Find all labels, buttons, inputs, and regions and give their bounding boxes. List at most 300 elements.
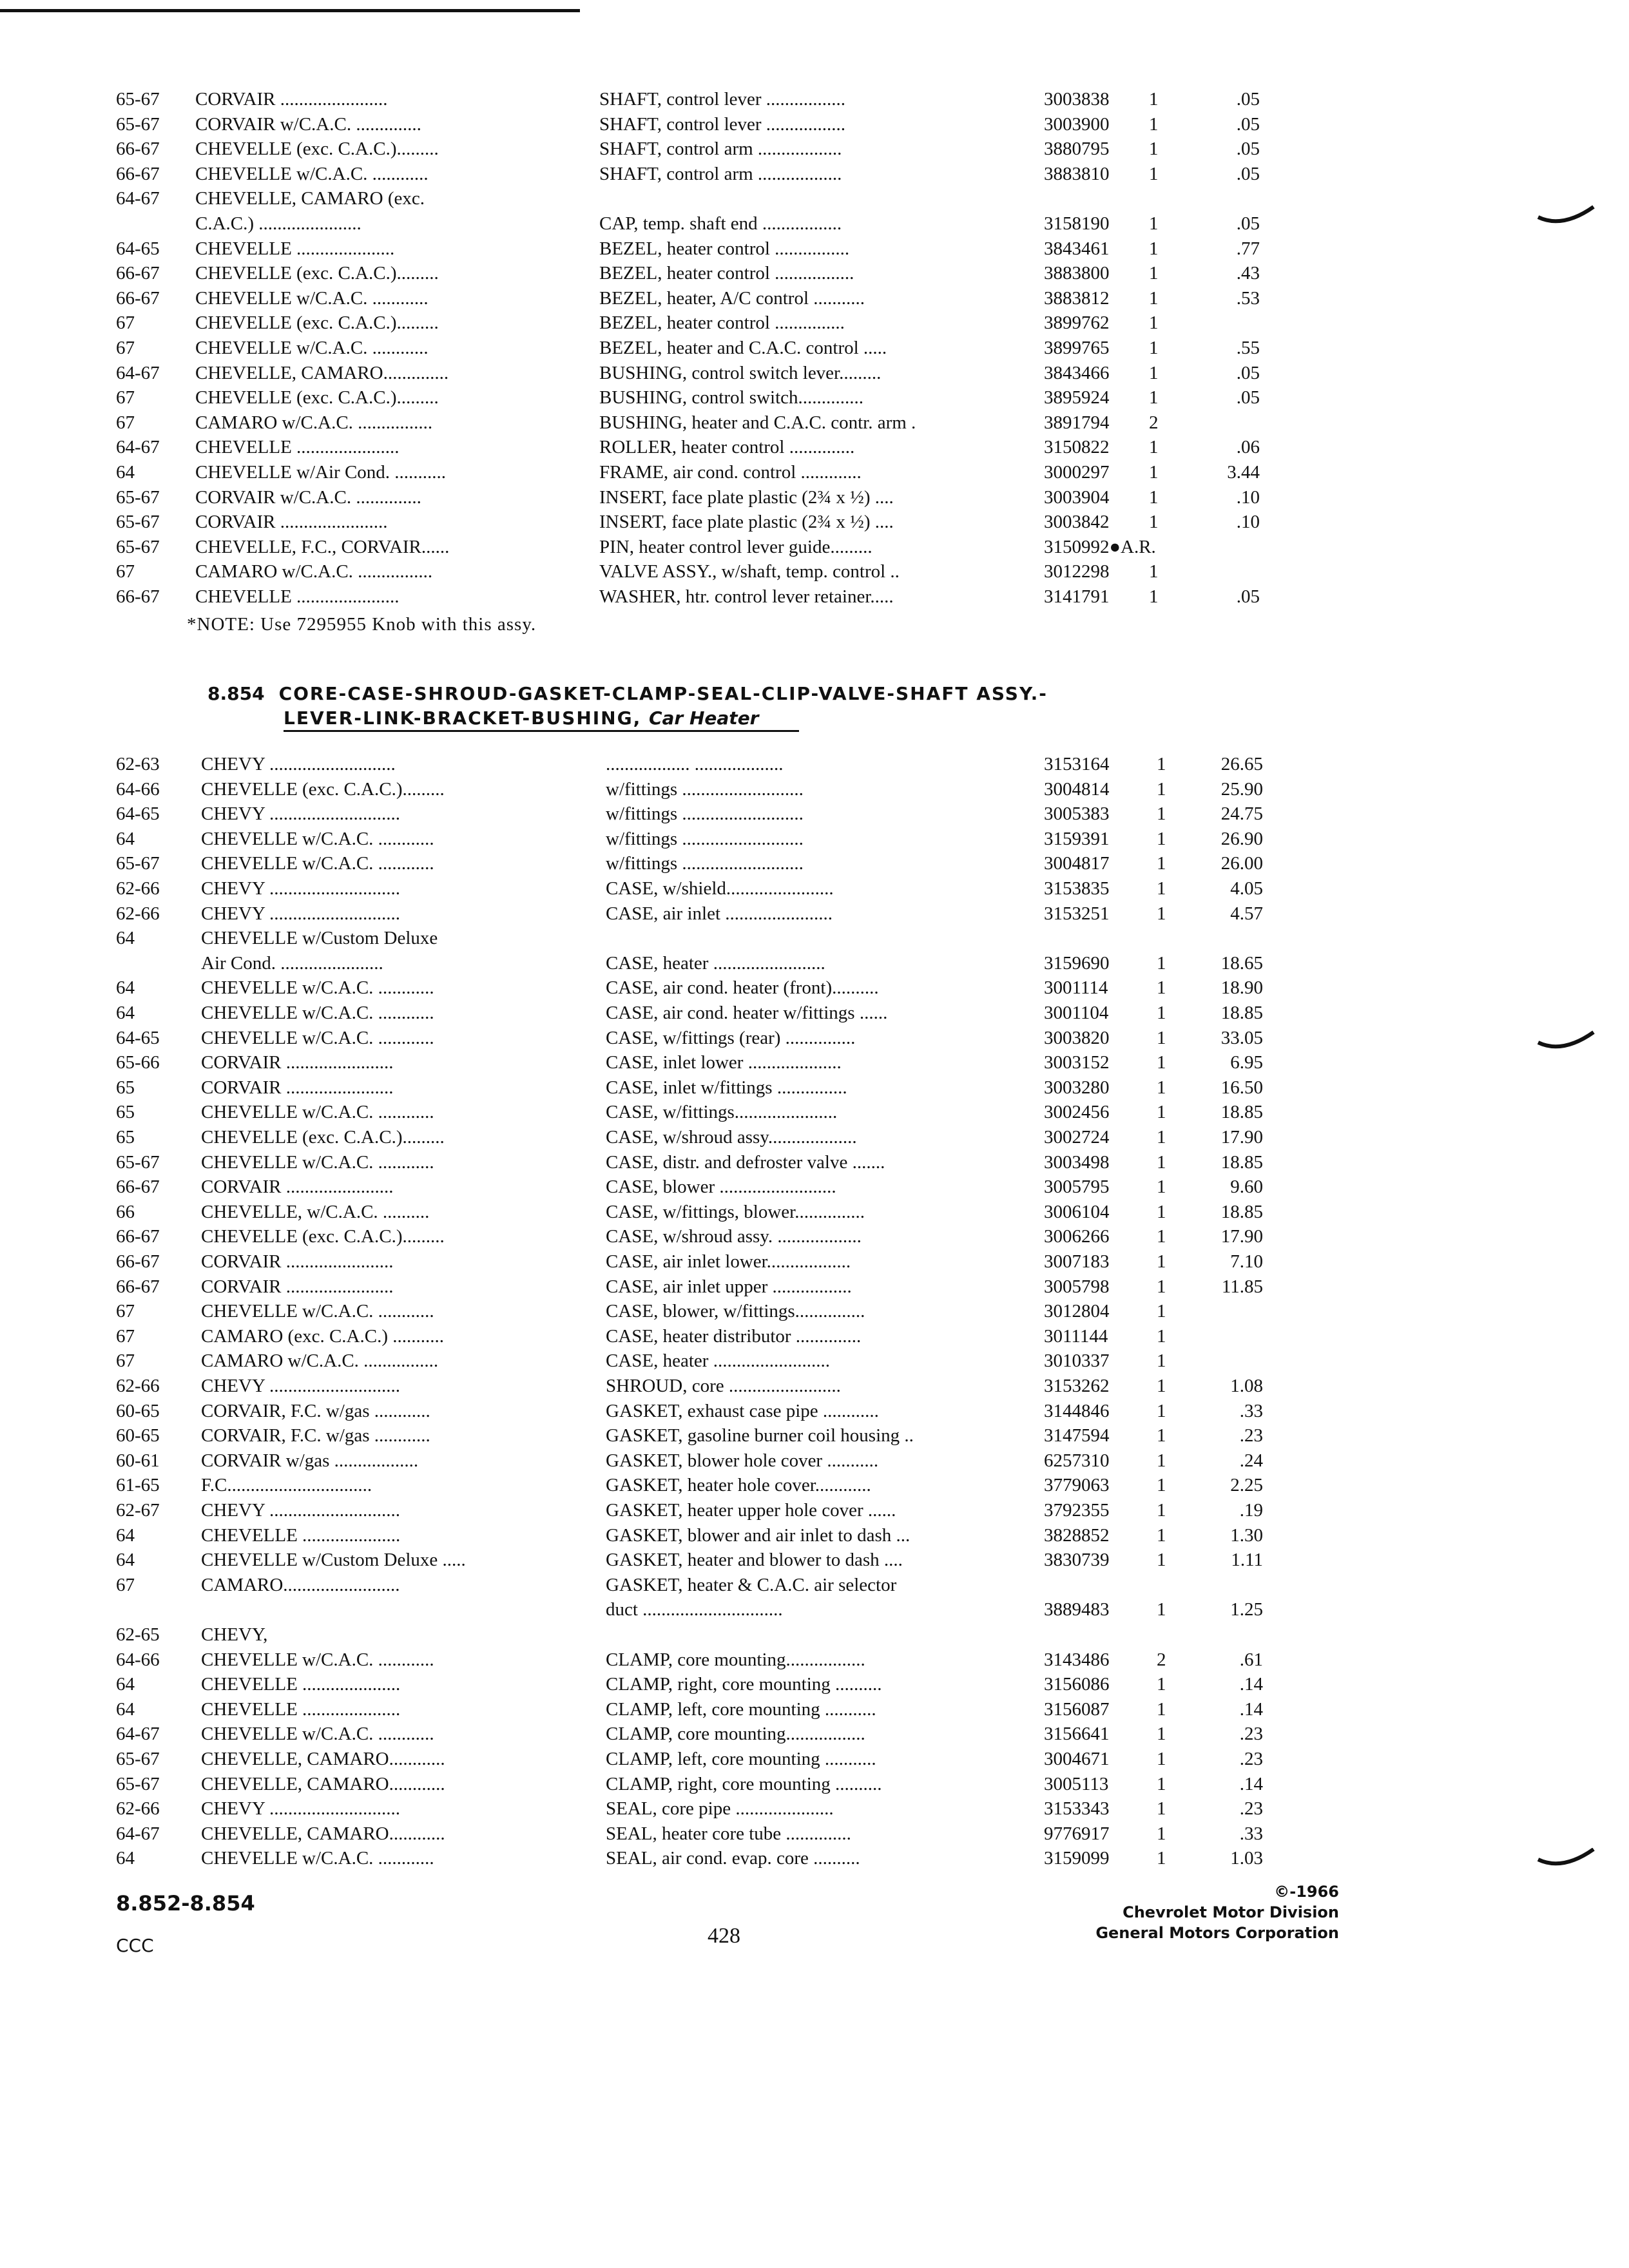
model-name: CHEVELLE w/C.A.C. ............	[201, 853, 434, 874]
quantity: 1	[1157, 1127, 1166, 1148]
part-number: 3895924	[1044, 387, 1110, 408]
part-description: SEAL, air cond. evap. core ..........	[606, 1848, 860, 1869]
model-year: 66-67	[116, 1226, 160, 1247]
part-number: 3830739	[1044, 1550, 1110, 1571]
part-description: ROLLER, heater control ..............	[599, 437, 855, 458]
part-description: INSERT, face plate plastic (2¾ x ½) ....	[599, 486, 894, 508]
model-name: CHEVELLE .....................	[201, 1524, 401, 1546]
model-name: CAMARO (exc. C.A.C.) ...........	[201, 1325, 444, 1347]
part-number: 3005383	[1044, 803, 1110, 825]
table-row	[0, 1473, 1629, 1497]
quantity: 1	[1157, 952, 1166, 974]
model-name: CHEVELLE, CAMARO............	[201, 1823, 445, 1844]
model-year: 64-67	[116, 188, 160, 209]
part-description: BUSHING, control switch..............	[599, 387, 864, 408]
quantity: 1	[1157, 977, 1166, 999]
model-name: CHEVELLE .....................	[195, 238, 395, 259]
table-row	[0, 1249, 1629, 1274]
price: .10	[1236, 512, 1260, 533]
model-year: 67	[116, 1350, 135, 1372]
part-number: 3883810	[1044, 163, 1110, 184]
price: .24	[1239, 1450, 1263, 1471]
model-name: CHEVELLE .....................	[201, 1698, 401, 1720]
part-description: CASE, w/shroud assy. ..................	[606, 1226, 862, 1247]
part-description: CLAMP, left, core mounting ...........	[606, 1749, 876, 1769]
table-row	[0, 975, 1629, 1000]
table-row	[0, 901, 1629, 926]
model-name: CHEVY ............................	[201, 1500, 401, 1521]
price: .23	[1239, 1798, 1263, 1820]
model-year: 64	[116, 977, 135, 999]
table-row	[0, 1399, 1629, 1423]
quantity: 1	[1157, 1276, 1166, 1297]
model-name: CHEVY ............................	[201, 1798, 401, 1820]
quantity: 1	[1149, 213, 1159, 234]
model-year: 66-67	[116, 586, 160, 607]
model-name: CHEVELLE w/C.A.C. ............	[201, 1301, 434, 1322]
price: .05	[1236, 362, 1260, 383]
quantity: 1	[1149, 362, 1159, 383]
table-row	[0, 236, 1629, 261]
price: .05	[1236, 213, 1260, 234]
quantity: 1	[1157, 1003, 1166, 1023]
table-row	[0, 535, 1629, 559]
price: 17.90	[1220, 1226, 1263, 1247]
model-name: CHEVELLE w/C.A.C. ............	[201, 1151, 434, 1173]
quantity: 1	[1157, 1201, 1166, 1222]
model-year: 67	[116, 387, 135, 408]
model-year: 66-67	[116, 163, 160, 184]
quantity: 1	[1149, 312, 1159, 334]
part-description: BUSHING, heater and C.A.C. contr. arm .	[599, 412, 916, 433]
quantity: 1	[1157, 1177, 1166, 1198]
part-number: 3011144	[1044, 1325, 1108, 1347]
part-number: 3012804	[1044, 1301, 1110, 1322]
model-name: CHEVELLE w/C.A.C. ............	[201, 828, 434, 849]
table-row	[0, 510, 1629, 534]
table-row	[0, 186, 1629, 211]
price: 1.03	[1230, 1848, 1263, 1869]
table-row	[0, 361, 1629, 385]
part-description: CASE, air cond. heater w/fittings ......	[606, 1003, 888, 1023]
quantity: 2	[1157, 1649, 1166, 1670]
part-description: CAP, temp. shaft end .................	[599, 213, 842, 234]
model-name: CHEVELLE w/Air Cond. ...........	[195, 462, 447, 483]
table-row	[0, 336, 1629, 360]
part-description: SHAFT, control lever .................	[599, 113, 846, 135]
model-year: 64-67	[116, 1823, 160, 1844]
part-description: SEAL, core pipe .....................	[606, 1798, 834, 1820]
model-name: C.A.C.) ......................	[195, 213, 361, 234]
model-year: 64-65	[116, 238, 160, 259]
page-number: 428	[708, 1924, 740, 1948]
model-name: CHEVELLE, CAMARO..............	[195, 362, 449, 383]
table-row	[0, 1821, 1629, 1846]
model-year: 64-65	[116, 1027, 160, 1048]
quantity: 1	[1149, 512, 1159, 533]
model-year: 67	[116, 1574, 135, 1595]
part-number: 3004817	[1044, 853, 1110, 874]
price: 7.10	[1230, 1251, 1263, 1272]
model-year: 67	[116, 1325, 135, 1347]
model-year: 65-67	[116, 1749, 160, 1769]
model-year: 67	[116, 312, 135, 334]
model-year: 65-67	[116, 1151, 160, 1173]
section-title-line1: CORE-CASE-SHROUD-GASKET-CLAMP-SEAL-CLIP-VALVE-SHAFT ASSY.-	[278, 683, 1048, 704]
quantity: 1	[1157, 1325, 1166, 1347]
model-year: 65	[116, 1077, 135, 1098]
table-row	[0, 1772, 1629, 1796]
part-number: 3005113	[1044, 1773, 1109, 1794]
part-description: CASE, heater ........................	[606, 952, 825, 974]
price: .05	[1236, 586, 1260, 607]
part-description: CASE, w/shield.......................	[606, 878, 834, 899]
part-description: INSERT, face plate plastic (2¾ x ½) ....	[599, 512, 894, 533]
table-row	[0, 1150, 1629, 1175]
part-description: BEZEL, heater control ...............	[599, 312, 845, 334]
model-year: 65-67	[116, 113, 160, 135]
table-row	[0, 1050, 1629, 1075]
table-row	[0, 1274, 1629, 1299]
model-year: 66	[116, 1201, 135, 1222]
quantity: 1	[1157, 1376, 1166, 1396]
model-year: 65-67	[116, 486, 160, 508]
model-name: CHEVELLE w/C.A.C. ............	[201, 1027, 434, 1048]
part-number: 3153164	[1044, 754, 1110, 774]
footer-section-range: 8.852-8.854	[116, 1891, 255, 1916]
table-row	[0, 1697, 1629, 1722]
table-row	[0, 286, 1629, 311]
price: .23	[1239, 1749, 1263, 1769]
quantity: 1	[1157, 1425, 1166, 1446]
model-name: CHEVY ............................	[201, 1376, 401, 1396]
model-name: CHEVELLE, F.C., CORVAIR......	[195, 536, 450, 557]
top-rule	[0, 9, 580, 12]
part-description: CASE, air inlet upper .................	[606, 1276, 852, 1297]
price: 2.25	[1230, 1475, 1263, 1496]
model-name: CORVAIR .......................	[195, 512, 388, 533]
part-description: SHROUD, core ........................	[606, 1376, 841, 1396]
assembly-note: *NOTE: Use 7295955 Knob with this assy.	[187, 614, 537, 635]
part-number: 3883812	[1044, 287, 1110, 309]
table-row	[0, 261, 1629, 285]
price: 1.25	[1230, 1599, 1263, 1620]
part-description: CASE, blower .........................	[606, 1177, 836, 1198]
table-row	[0, 1747, 1629, 1771]
price: .14	[1239, 1773, 1263, 1794]
part-number: 3005795	[1044, 1177, 1110, 1198]
table-row	[0, 1100, 1629, 1124]
part-number: 3147594	[1044, 1425, 1110, 1446]
part-number: 3003152	[1044, 1052, 1110, 1073]
price: 18.85	[1220, 1151, 1263, 1173]
price: 4.57	[1230, 903, 1263, 924]
model-name: CHEVELLE w/C.A.C. ............	[201, 1003, 434, 1023]
part-number: 3141791	[1044, 586, 1110, 607]
quantity: 1	[1157, 1550, 1166, 1571]
section-subtitle: Car Heater	[648, 707, 759, 729]
model-name: CORVAIR .......................	[201, 1276, 394, 1297]
table-row	[0, 1448, 1629, 1473]
quantity: 1	[1157, 1724, 1166, 1745]
copyright-block	[1095, 1881, 1339, 1943]
table-row	[0, 752, 1629, 776]
table-row	[0, 1423, 1629, 1448]
table-row	[0, 1622, 1629, 1647]
part-number: 3003900	[1044, 113, 1110, 135]
model-name: CORVAIR w/C.A.C. ..............	[195, 486, 421, 508]
part-number: 3144846	[1044, 1400, 1110, 1421]
table-row	[0, 559, 1629, 584]
part-description: FRAME, air cond. control .............	[599, 462, 862, 483]
table-row	[0, 87, 1629, 111]
part-number: 3883800	[1044, 263, 1110, 284]
part-description: BEZEL, heater and C.A.C. control .....	[599, 338, 887, 358]
part-number: 9776917	[1044, 1823, 1110, 1844]
table-row	[0, 1597, 1629, 1622]
model-name: CORVAIR .......................	[201, 1177, 394, 1198]
part-number: 3003838	[1044, 89, 1110, 110]
quantity: 1	[1157, 1698, 1166, 1720]
model-year: 66-67	[116, 1276, 160, 1297]
model-year: 67	[116, 561, 135, 582]
price: 18.85	[1220, 1201, 1263, 1222]
price: 17.90	[1220, 1127, 1263, 1148]
part-number: 3899762	[1044, 312, 1110, 334]
quantity: 1	[1157, 1350, 1166, 1372]
table-row	[0, 1672, 1629, 1696]
model-year: 62-66	[116, 1798, 160, 1820]
model-name: CAMARO w/C.A.C. ................	[201, 1350, 439, 1372]
table-row	[0, 1374, 1629, 1398]
price: .14	[1239, 1674, 1263, 1695]
price: 3.44	[1227, 462, 1260, 483]
price: 1.11	[1231, 1550, 1263, 1571]
table-row	[0, 1299, 1629, 1323]
price: 26.90	[1220, 828, 1263, 849]
part-number: 3005798	[1044, 1276, 1110, 1297]
model-name: CHEVELLE ......................	[195, 586, 400, 607]
model-year: 64	[116, 928, 135, 949]
quantity: 1	[1157, 1524, 1166, 1546]
section-number: 8.854	[207, 683, 265, 704]
part-description: GASKET, blower hole cover ...........	[606, 1450, 879, 1471]
part-description: PIN, heater control lever guide.........	[599, 536, 872, 557]
part-description: CASE, air inlet .......................	[606, 903, 833, 924]
price: .53	[1236, 287, 1260, 309]
price: 25.90	[1220, 778, 1263, 800]
table-row	[0, 951, 1629, 975]
price: .05	[1236, 89, 1260, 110]
table-row	[0, 485, 1629, 510]
model-name: CHEVELLE w/C.A.C. ............	[201, 1848, 434, 1869]
table-row	[0, 827, 1629, 851]
table-row	[0, 1573, 1629, 1597]
model-year: 64	[116, 462, 135, 483]
model-name: CHEVELLE, w/C.A.C. ..........	[201, 1201, 430, 1222]
price: .43	[1236, 263, 1260, 284]
table-row	[0, 211, 1629, 236]
quantity: 1	[1157, 1027, 1166, 1048]
model-name: CORVAIR, F.C. w/gas ............	[201, 1400, 430, 1421]
part-number: 3843466	[1044, 362, 1110, 383]
quantity: 1	[1157, 1251, 1166, 1272]
table-row	[0, 1722, 1629, 1746]
model-year: 64-66	[116, 1649, 160, 1670]
model-year: 66-67	[116, 263, 160, 284]
part-number: 3003498	[1044, 1151, 1110, 1173]
model-name: CORVAIR .......................	[201, 1052, 394, 1073]
part-number: 3003280	[1044, 1077, 1110, 1098]
quantity: 2	[1149, 412, 1159, 433]
quantity: 1	[1157, 1226, 1166, 1247]
model-name: CORVAIR .......................	[201, 1251, 394, 1272]
part-number: 3891794	[1044, 412, 1110, 433]
model-name: CHEVELLE (exc. C.A.C.).........	[195, 139, 439, 160]
model-year: 65-67	[116, 853, 160, 874]
model-year: 65	[116, 1127, 135, 1148]
price: 4.05	[1230, 878, 1263, 899]
quantity: 1	[1149, 586, 1159, 607]
quantity: 1	[1157, 1450, 1166, 1471]
model-name: F.C...............................	[201, 1475, 372, 1496]
table-row	[0, 435, 1629, 459]
model-name: CORVAIR w/gas ..................	[201, 1450, 419, 1471]
model-name: CAMARO w/C.A.C. ................	[195, 412, 433, 433]
part-number: 3828852	[1044, 1524, 1110, 1546]
table-row	[0, 162, 1629, 186]
model-name: CHEVELLE ......................	[195, 437, 400, 458]
part-description: CLAMP, left, core mounting ...........	[606, 1698, 876, 1720]
punch-mark	[1537, 203, 1595, 229]
quantity: 1	[1157, 1848, 1166, 1869]
part-description: CASE, distr. and defroster valve .......	[606, 1151, 885, 1173]
part-number: 3150822	[1044, 437, 1110, 458]
quantity: 1	[1157, 1077, 1166, 1098]
part-number: 3153262	[1044, 1376, 1110, 1396]
table-row	[0, 112, 1629, 137]
part-number: 3000297	[1044, 462, 1110, 483]
part-description: BEZEL, heater, A/C control ...........	[599, 287, 865, 309]
price: .61	[1239, 1649, 1263, 1670]
part-description: GASKET, exhaust case pipe ............	[606, 1400, 879, 1421]
part-description: CASE, air inlet lower..................	[606, 1251, 851, 1272]
price: .23	[1239, 1724, 1263, 1745]
part-description: SHAFT, control lever .................	[599, 89, 846, 110]
part-number: 3004671	[1044, 1749, 1110, 1769]
section-title-line2: LEVER-LINK-BRACKET-BUSHING,	[284, 707, 642, 729]
part-description: BUSHING, control switch lever.........	[599, 362, 882, 383]
table-row	[0, 1349, 1629, 1373]
part-number: 3001104	[1044, 1003, 1109, 1023]
model-year: 62-66	[116, 878, 160, 899]
table-row	[0, 1846, 1629, 1870]
model-name: CHEVELLE (exc. C.A.C.).........	[195, 263, 439, 284]
quantity: 1	[1149, 113, 1159, 135]
part-number: 3002456	[1044, 1102, 1110, 1123]
model-year: 62-63	[116, 754, 160, 774]
price: 18.85	[1220, 1102, 1263, 1123]
quantity: 1	[1157, 878, 1166, 899]
part-description: VALVE ASSY., w/shaft, temp. control ..	[599, 561, 900, 582]
table-row	[0, 1001, 1629, 1025]
part-description: CLAMP, right, core mounting ..........	[606, 1773, 882, 1794]
model-year: 67	[116, 1301, 135, 1322]
model-name: CHEVELLE, CAMARO (exc.	[195, 188, 425, 209]
model-year: 64-67	[116, 362, 160, 383]
model-name: CHEVELLE w/Custom Deluxe	[201, 928, 438, 949]
model-name: CHEVELLE w/C.A.C. ............	[201, 1649, 434, 1670]
part-description: SEAL, heater core tube ..............	[606, 1823, 851, 1844]
quantity: 1	[1157, 1674, 1166, 1695]
part-number: 3003820	[1044, 1027, 1110, 1048]
quantity: 1	[1149, 561, 1159, 582]
quantity: 1	[1157, 1301, 1166, 1322]
part-description: CLAMP, core mounting.................	[606, 1649, 865, 1670]
quantity: 1	[1157, 1798, 1166, 1820]
table-row	[0, 584, 1629, 609]
part-number: 3004814	[1044, 778, 1110, 800]
model-year: 67	[116, 338, 135, 358]
price: .05	[1236, 163, 1260, 184]
part-number: 3880795	[1044, 139, 1110, 160]
part-description: SHAFT, control arm ..................	[599, 139, 842, 160]
model-name: CHEVY ............................	[201, 903, 401, 924]
table-row	[0, 1648, 1629, 1672]
division-name: Chevrolet Motor Division	[1123, 1903, 1339, 1921]
part-number: 3153343	[1044, 1798, 1110, 1820]
table-row	[0, 410, 1629, 435]
table-row	[0, 311, 1629, 335]
table-row	[0, 802, 1629, 826]
price: .19	[1239, 1500, 1263, 1521]
price: 18.65	[1220, 952, 1263, 974]
price: 26.00	[1220, 853, 1263, 874]
model-year: 64-65	[116, 803, 160, 825]
model-year: 65	[116, 1102, 135, 1123]
model-year: 66-67	[116, 1251, 160, 1272]
model-year: 62-66	[116, 903, 160, 924]
part-description: .................. ...................	[606, 754, 784, 774]
part-description: GASKET, heater and blower to dash ....	[606, 1550, 903, 1571]
part-number: 3010337	[1044, 1350, 1110, 1372]
quantity: 1	[1157, 1151, 1166, 1173]
model-name: CAMARO.........................	[201, 1574, 400, 1595]
model-name: CHEVELLE, CAMARO............	[201, 1749, 445, 1769]
part-number: 3006266	[1044, 1226, 1110, 1247]
part-description: CASE, air cond. heater (front)..........	[606, 977, 879, 999]
part-number: 3792355	[1044, 1500, 1110, 1521]
price: 11.85	[1221, 1276, 1263, 1297]
price: 26.65	[1220, 754, 1263, 774]
part-description: GASKET, blower and air inlet to dash ...	[606, 1524, 911, 1546]
table-row	[0, 1796, 1629, 1821]
table-row	[0, 1200, 1629, 1224]
price: 1.30	[1230, 1524, 1263, 1546]
part-number: 3012298	[1044, 561, 1110, 582]
quantity: 1	[1157, 1052, 1166, 1073]
quantity: 1	[1149, 163, 1159, 184]
part-number: 3153835	[1044, 878, 1110, 899]
model-year: 67	[116, 412, 135, 433]
quantity: 1	[1157, 903, 1166, 924]
part-number: 3156087	[1044, 1698, 1110, 1720]
quantity: 1	[1157, 803, 1166, 825]
part-description: CASE, w/fittings, blower...............	[606, 1201, 865, 1222]
price: 24.75	[1220, 803, 1263, 825]
model-name: CHEVELLE w/C.A.C. ............	[201, 1102, 434, 1123]
part-description: CASE, heater .........................	[606, 1350, 830, 1372]
